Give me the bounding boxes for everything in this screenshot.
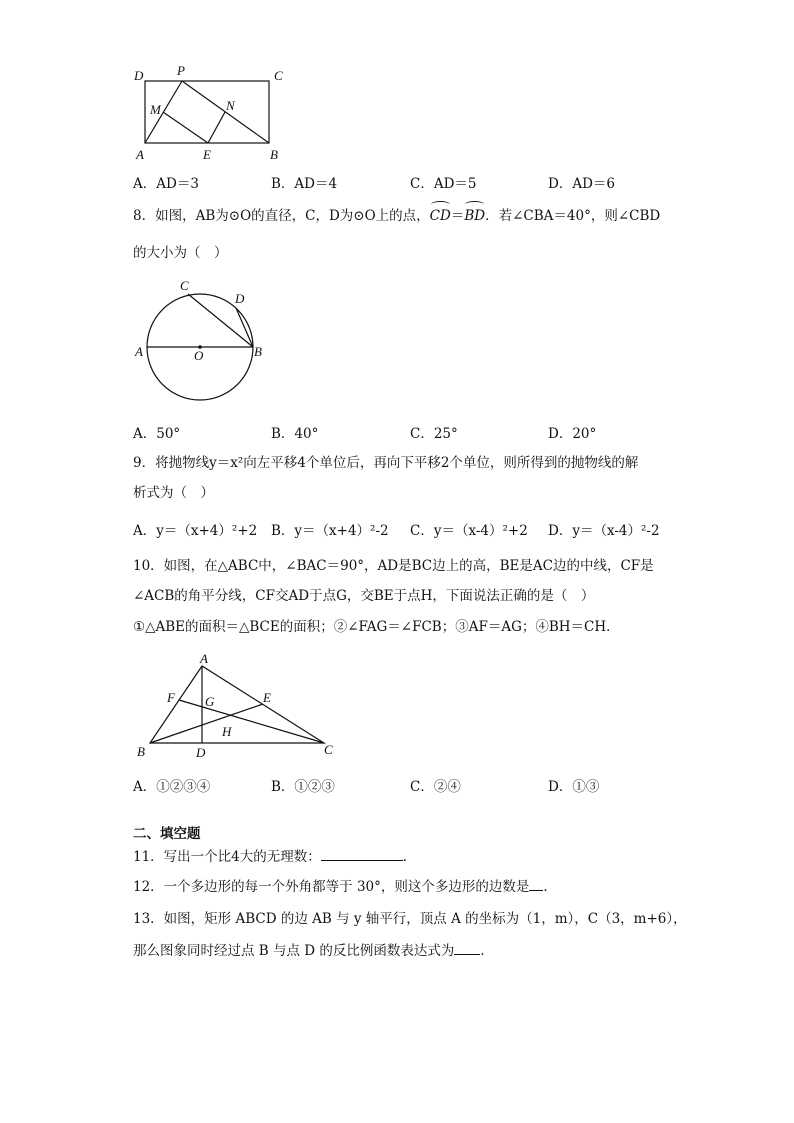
- q11-answer-blank[interactable]: [321, 846, 403, 861]
- label-B: B: [270, 147, 278, 162]
- label-B: B: [254, 344, 262, 359]
- label-O: O: [194, 348, 204, 363]
- q13-stem-line1: 13．如图，矩形 ABCD 的边 AB 与 y 轴平行，顶点 A 的坐标为（1，m），C（3，m+6），: [133, 911, 687, 927]
- q9-option-d: D．y＝（x-4）²-2: [548, 523, 660, 539]
- label-C: C: [324, 742, 333, 757]
- q8-option-b: B．40°: [271, 426, 319, 442]
- triangle-figure: [130, 648, 345, 763]
- label-N: N: [226, 98, 235, 113]
- label-P: P: [177, 63, 185, 78]
- q8-option-c: C．25°: [410, 426, 458, 442]
- circle-figure: [130, 276, 275, 406]
- q10-option-a: A．①②③④: [133, 779, 211, 795]
- q8-option-a: A．50°: [133, 426, 181, 442]
- q10-stem-line3: ①△ABE的面积＝△BCE的面积；②∠FAG＝∠FCB；③AF＝AG；④BH＝CH．: [133, 619, 620, 635]
- label-F: F: [167, 690, 175, 705]
- q10-option-d: D．①③: [548, 779, 600, 795]
- label-A: A: [136, 147, 144, 162]
- label-A: A: [135, 344, 143, 359]
- label-C: C: [180, 278, 189, 293]
- q9-stem-line2: 析式为（ ）: [133, 485, 214, 501]
- label-M: M: [150, 102, 161, 117]
- label-A: A: [200, 651, 208, 666]
- q13-stem-line2: 那么图象同时经过点 B 与点 D 的反比例函数表达式为 ．: [133, 940, 494, 961]
- label-D: D: [235, 291, 245, 306]
- arc-bd: BD: [464, 208, 486, 224]
- arc-cd: CD: [429, 208, 451, 224]
- label-D: D: [134, 68, 144, 83]
- q13-answer-blank[interactable]: [454, 940, 480, 955]
- label-G: G: [205, 694, 215, 709]
- q10-stem-line2: ∠ACB的角平分线，CF交AD于点G，交BE于点H，下面说法正确的是（ ）: [133, 588, 595, 604]
- q9-stem-line1: 9．将抛物线y＝x²向左平移4个单位后，再向下平移2个单位，则所得到的抛物线的解: [133, 455, 639, 471]
- label-E: E: [263, 690, 271, 705]
- q8-stem-line2: 的大小为（ ）: [133, 245, 228, 261]
- q8-option-d: D．20°: [548, 426, 597, 442]
- q10-option-c: C．②④: [410, 779, 461, 795]
- q7-option-a: A．AD＝3: [133, 176, 199, 192]
- q8-stem-line1: 8．如图，AB为⊙O的直径，C，D为⊙O上的点，CD＝BD．若∠CBA＝40°，则∠CBD: [133, 208, 661, 224]
- q7-option-b: B．AD＝4: [271, 176, 338, 192]
- label-C: C: [274, 68, 283, 83]
- q11-stem: 11．写出一个比4大的无理数： ．: [133, 846, 416, 867]
- q7-option-c: C．AD＝5: [410, 176, 477, 192]
- q9-option-c: C．y＝（x-4）²+2: [410, 523, 528, 539]
- section-heading-fill-in: 二、填空题: [133, 826, 201, 842]
- label-H: H: [222, 724, 232, 739]
- q7-option-d: D．AD＝6: [548, 176, 615, 192]
- label-E: E: [203, 147, 211, 162]
- q12-answer-blank[interactable]: [529, 876, 543, 891]
- label-B: B: [137, 744, 145, 759]
- q10-option-b: B．①②③: [271, 779, 335, 795]
- label-D: D: [196, 745, 206, 760]
- q12-stem: 12．一个多边形的每一个外角都等于 30°，则这个多边形的边数是 ．: [133, 876, 557, 897]
- q9-option-a: A．y＝（x+4）²+2: [133, 523, 258, 539]
- q9-option-b: B．y＝（x+4）²-2: [271, 523, 389, 539]
- rectangle-figure: [130, 62, 300, 167]
- q10-stem-line1: 10．如图，在△ABC中，∠BAC＝90°，AD是BC边上的高，BE是AC边的中线，CF是: [133, 558, 654, 574]
